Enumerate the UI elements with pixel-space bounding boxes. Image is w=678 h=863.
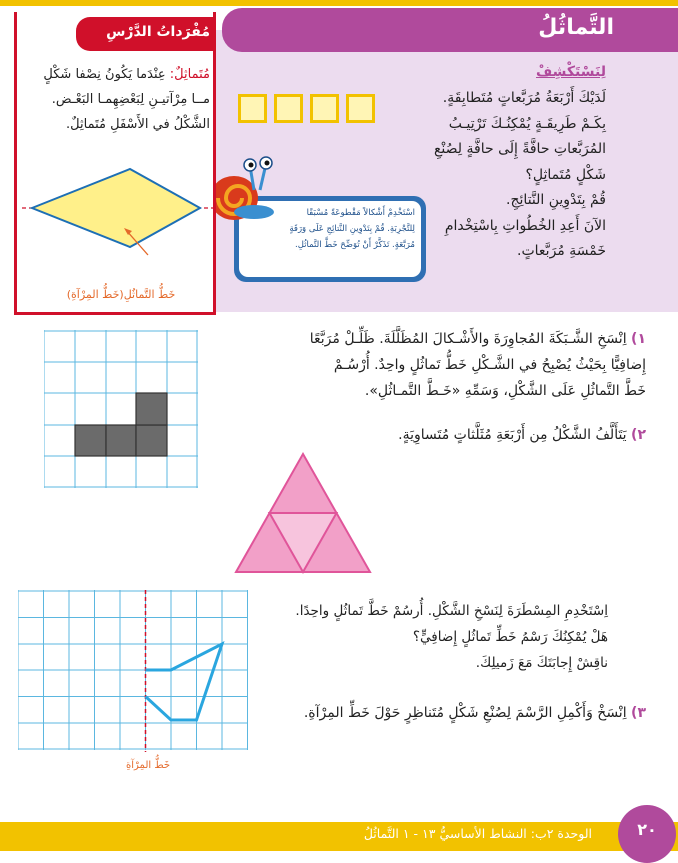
mirror-grid-figure [18,590,250,752]
page-title: التَّماثُلُ [538,15,614,40]
question-2-text: يَتَأَلَّفُ الشَّكْلُ مِن أَرْبَعَةِ مُثَلَّثاتٍ مُتَساوِيَةٍ. [398,427,627,443]
symmetry-line-label: خَطُّ التَّماثُلِ(خَطُّ المِرْآةِ) [66,288,176,301]
question-1-line: خَطَّ التَّماثُلِ عَلَى الشَّكْلِ، وَسَمِّهِ «خَـطَّ التَّمـاثُلِ». [364,383,646,399]
explore-line: خَمْسَةِ مُرَبَّعاتٍ. [517,243,606,259]
shaded-square [75,425,106,456]
shaded-square [136,393,167,425]
tip-line: اسْتَخْدِمْ أَشْكالاً مَقْطوعَةً مُسْبَقًا [306,208,415,218]
vocabulary-note: الشَّكْلُ في الأَسْفَلِ مُتَماثِلٌ. [66,117,210,132]
explore-line: شَكْلٍ مُتَماثِلٍ؟ [525,166,606,183]
yellow-square [238,94,267,123]
footer-unit-title: الوحدة ٢ب: النشاط الأساسيُّ ١٣ - ١ التَّماثُلُ [363,826,592,841]
grid-shaded-shape [44,330,198,488]
question-2-sub-line: ناقِشْ إِجابَتَكَ مَعَ زَميلِكَ. [475,655,608,671]
top-accent-bar [0,0,678,6]
tip-line: لِلتَّجْرِبَةِ. قُمْ بِتَدْوِينِ النَّتائِجِ عَلَى وَرَقَةٍ [289,224,415,234]
explore-line: قُمْ بِتَدْوِينِ النَّتائِجِ. [506,192,606,208]
explore-line: لَدَيْكَ أَرْبَعَةُ مُرَبَّعاتٍ مُتَطابِقَةٍ. [442,90,606,106]
explore-line: بِكَـمْ طَرِيقَـةٍ يُمْكِنُـكَ تَرْتِيـبُ [448,115,606,132]
question-number: ٣) [631,705,646,721]
explore-line: المُرَبَّعاتِ حافَّةً إِلَى حافَّةٍ لِصُنْعِ [433,141,606,157]
triangle-figure [234,452,372,574]
question-2-sub-line: هَلْ يُمْكِنُكَ رَسْمُ خَطِّ تَماثُلٍ إِضافِيٍّ؟ [412,629,608,645]
vocabulary-definition [22,62,210,137]
question-2-instructions [208,598,608,676]
question-2 [222,422,646,448]
question-1-line: إِضافِيًّا بِحَيْثُ يُصْبِحُ في الشَّـكْلِ خَطُّ تَماثُلٍ واحِدٌ. أُرْسُـمْ [333,357,646,373]
yellow-square [310,94,339,123]
question-3 [222,700,646,726]
symmetric-kite-figure [20,160,216,290]
question-1 [222,326,646,404]
kite-shape [32,169,200,247]
half-shape [146,644,223,720]
question-number: ٢) [631,427,646,443]
vocabulary-title: مُفْرَداتُ الدَّرْسِ [106,24,210,40]
yellow-square [346,94,375,123]
vocabulary-definition-text: عِنْدَما يَكُونُ نِصْفا شَكْلٍ مــا مِرْآتيـنِ لِبَعْضِهِمـا البَعْـض. [43,67,210,107]
question-1-line: اِنْسَخِ الشَّـبَكَةَ المُجاوِرَةَ والأَشْـكالَ المُظَلَّلَةَ. ظَلِّـلْ مُرَبَّعًا [309,331,627,347]
tip-line: مُرَبَّعَةٍ. تَذَكَّرْ أَنْ تُوَضِّحَ خَطَّ التَّماثُلِ. [295,240,415,250]
explore-line: الآنَ أَعِدِ الخُطُواتِ بِاسْتِخْدامِ [444,217,606,234]
question-number: ١) [631,331,646,347]
mirror-line-label: خَطُّ المِرْآةِ [126,760,170,771]
page-number: ٢٠ [637,820,657,839]
vocabulary-term: مُتَماثِلٌ: [169,67,210,82]
yellow-square [274,94,303,123]
shaded-square [106,425,136,456]
question-2-sub-line: اِسْتَخْدِمِ المِسْطَرَةَ لِنَسْخِ الشَّكْلِ. أُرسُمْ خَطَّ تَماثُلٍ واحِدًا. [295,603,608,619]
explore-heading: لِنَسْتَكْشِفْ [536,64,606,80]
shaded-square [136,425,167,456]
question-3-text: اِنْسَخْ وَأَكْمِلِ الرَّسْمَ لِصُنْعِ شَكْلٍ مُتَناظِرٍ حَوْلَ خَطِّ المِرْآةِ. [303,705,627,721]
